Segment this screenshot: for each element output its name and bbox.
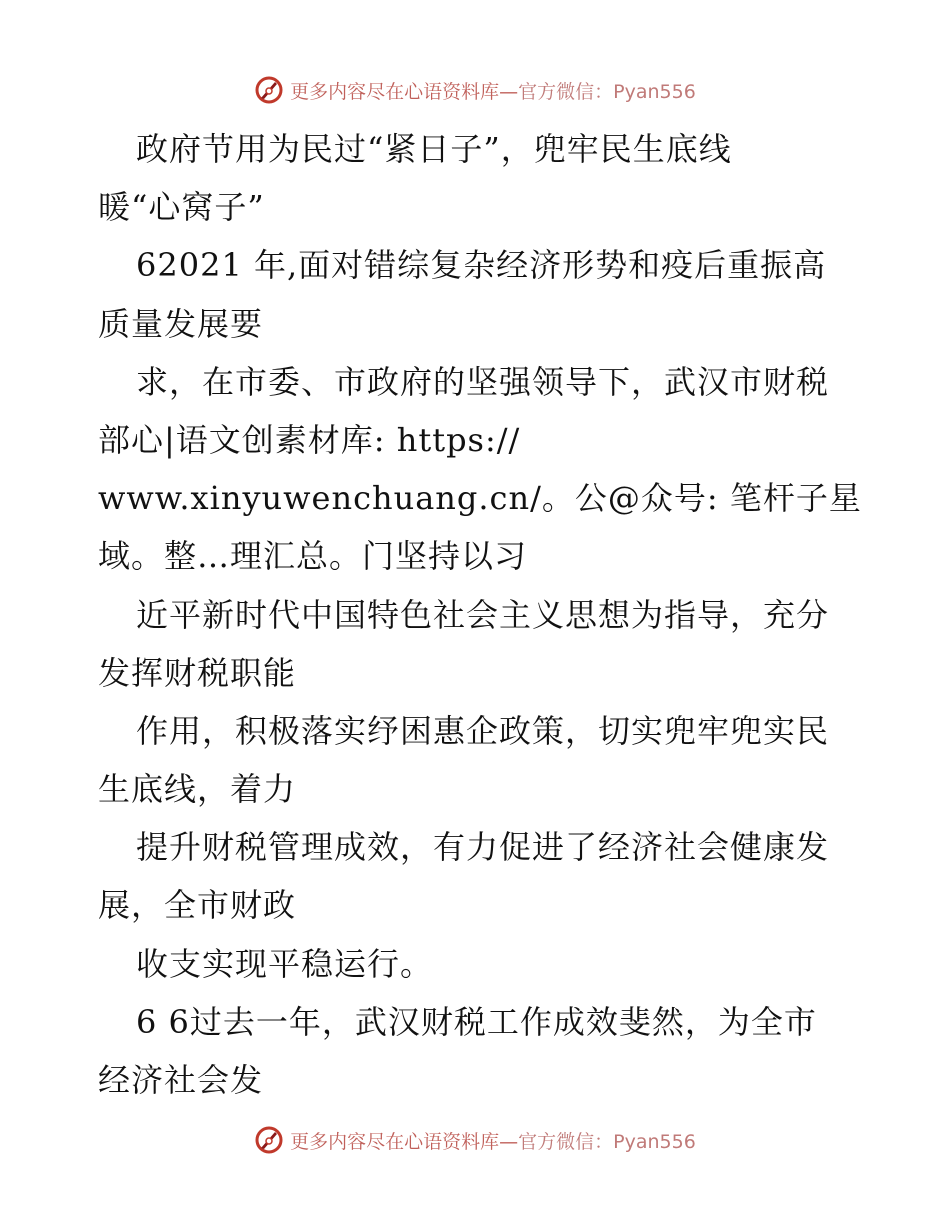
watermark-text <box>290 1127 696 1154</box>
text-line: 部心|语文创素材库: https:// <box>98 420 521 459</box>
text-line: 近平新时代中国特色社会主义思想为指导，充分 <box>136 595 830 634</box>
text-line: 生底线，着力 <box>98 770 297 809</box>
text-line: 质量发展要 <box>98 304 264 343</box>
text-line: 作用，积极落实纾困惠企政策，切实兜牢兜实民 <box>136 711 830 750</box>
text-line: 发挥财税职能 <box>98 653 297 692</box>
watermark-contact-text: 官方微信：Pyan556 <box>518 80 696 103</box>
quill-logo-icon <box>254 1125 284 1155</box>
text-line: 求，在市委、市政府的坚强领导下，武汉市财税 <box>136 362 830 401</box>
watermark-site-text: 更多内容尽在心语资料库— <box>290 80 519 103</box>
document-body <box>98 120 888 1109</box>
text-line: 展，全市财政 <box>98 886 297 925</box>
text-line: www.xinyuwenchuang.cn/。公@众号: 笔杆子星 <box>98 479 862 518</box>
text-line: 提升财税管理成效，有力促进了经济社会健康发 <box>136 828 830 867</box>
text-line: 62021 年,面对错综复杂经济形势和疫后重振高 <box>136 246 827 285</box>
text-line: 经济社会发 <box>98 1061 264 1099</box>
text-line: 政府节用为民过“紧日子”，兜牢民生底线 <box>136 130 732 168</box>
footer-watermark <box>0 1120 950 1160</box>
watermark-contact-text: 官方微信：Pyan556 <box>518 1130 696 1153</box>
text-line: 6 6过去一年，武汉财税工作成效斐然，为全市 <box>136 1002 817 1041</box>
text-line: 收支实现平稳运行。 <box>136 944 434 983</box>
header-watermark <box>0 70 950 110</box>
text-line: 域。整…理汇总。门坚持以习 <box>98 537 528 576</box>
watermark-text <box>290 77 696 104</box>
quill-logo-icon <box>254 75 284 105</box>
watermark-site-text: 更多内容尽在心语资料库— <box>290 1130 519 1153</box>
text-line: 暖“心窝子” <box>98 188 265 227</box>
